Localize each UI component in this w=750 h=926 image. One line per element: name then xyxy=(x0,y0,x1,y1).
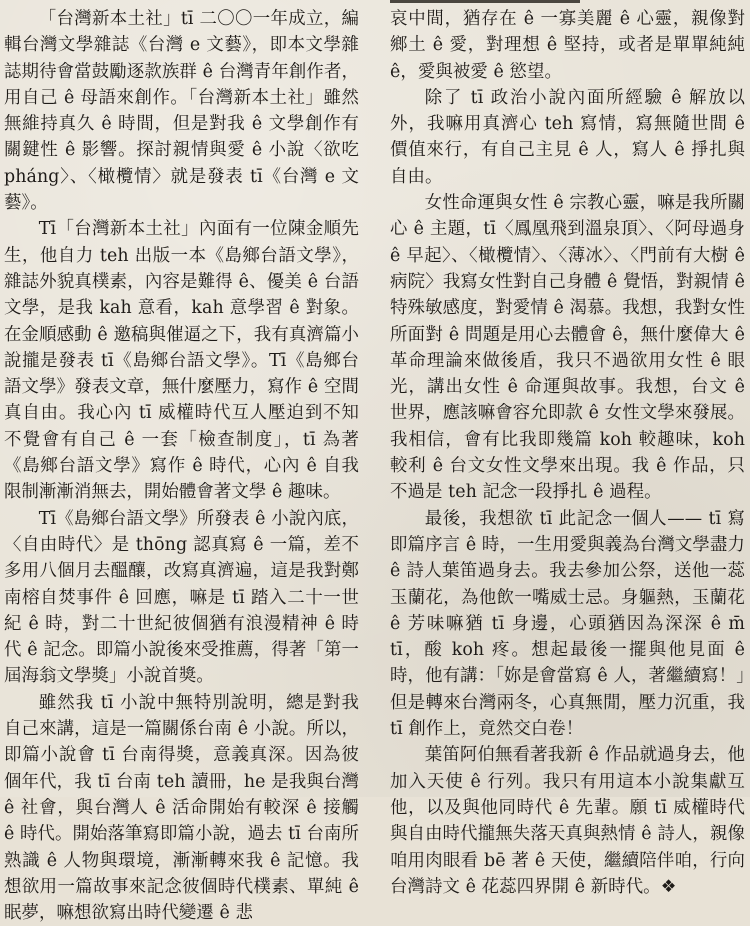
paragraph-writing-love: 除了 tī 政治小說內面所經驗 ê 解放以外，我嘛用真濟心 teh 寫情，寫無隨世間 ê 價值來行，有自己主見 ê 人，寫人 ê 掙扎與自由。 xyxy=(390,87,745,187)
dedication-text: 葉笛阿伯無看著我新 ê 作品就過身去，他加入天使 ê 行列。我只有用這本小說集獻互他，以及與他同時代 ê 先輩。願 tī 威權時代與自由時代攏無失落天真與熱情 ê 詩人，親像咱用肉眼看 bē 著 ê 天使，繼續陪伴咱，行向台灣詩文 ê 花蕊四界開 ê 新時代。 xyxy=(390,745,745,897)
paragraph-women-themes: 女性命運與女性 ê 宗教心靈，嘛是我所關心 ê 主題，tī〈鳳凰飛到溫泉頂〉、〈阿母過身 ê 早起〉、〈橄欖情〉、〈薄冰〉、〈門前有大樹 ê 病院〉我寫女性對自己身體 ê 覺悟，對親情 ê 特殊敏感度，對愛情 ê 渴慕。我想，我對女性所面對 ê 問題是用心去體會 ê，無什麼偉大 ê 革命理論來做後盾，我只不過欲用女性 ê 眼光，講出女性 ê 命運與故事。我想，台文 ê 世界，應該嘛會容允即款 ê 女性文學來發展。我相信，會有比我即幾篇 koh 較趣味，koh 較利 ê 台文女性文學來出現。我 ê 作品，只不過是 teh 記念一段掙扎 ê 過程。 xyxy=(390,193,745,503)
article-column-right xyxy=(390,6,745,900)
paragraph-continuation: 哀中間，猶存在 ê 一寡美麗 ê 心靈，親像對鄉土 ê 愛，對理想 ê 堅持，或者是單單純純 ê，愛與被愛 ê 慾望。 xyxy=(390,9,745,82)
top-rule-divider xyxy=(390,0,580,3)
paragraph-tainan-story: 雖然我 tī 小說中無特別說明，總是對我自己來講，這是一篇關係台南 ê 小說。所以，即篇小說會 tī 台南得獎，意義真深。因為彼個年代，我 tī 台南 teh 讀冊，he 是我與台灣 ê 社會，與台灣人 ê 活命開始有較深 ê 接觸 ê 時代。開始落筆寫即篇小說，過去 tī 台南所熟識 ê 人物與環境，漸漸轉來我 ê 記憶。我想欲用一篇故事來記念彼個時代樸素、單純 ê 眠夢，嘛想欲寫出時代變遷 ê 悲 xyxy=(4,692,359,924)
paragraph-new-nativist-society: 「台灣新本土社」tī 二〇〇一年成立，編輯台灣文學雜誌《台灣 e 文藝》，即本文學雜誌期待會當鼓勵逐款族群 ê 台灣青年創作者，用自己 ê 母語來創作。「台灣新本土社」雖然無維持真久 ê 時間，但是對我 ê 文學創作有關鍵性 ê 影響。探討親情與愛 ê 小說〈欲吃 pháng〉、〈橄欖情〉就是發表 tī《台灣 e 文藝》。 xyxy=(4,9,359,214)
end-mark-icon: ❖ xyxy=(660,876,677,897)
paragraph-freedom-era: Tī《島鄉台語文學》所發表 ê 小說內底，〈自由時代〉是 thōng 認真寫 ê 一篇，差不多用八個月去醞釀，改寫真濟遍，這是我對鄭南榕自焚事件 ê 回應，嘛是 tī 踏入二十一世紀 ê 時，對二十世紀彼個猶有浪漫精神 ê 時代 ê 記念。即篇小說後來受推薦，得著「第一屆海翁文學獎」小說首獎。 xyxy=(4,508,359,687)
paragraph-memorial-ye-di: 最後，我想欲 tī 此記念一個人—— tī 寫即篇序言 ê 時，一生用愛與義為台灣文學盡力 ê 詩人葉笛過身去。我去參加公祭，送他一蕊玉蘭花，為他飲一嘴威士忌。身軀熱，玉蘭花 ê 芳味嘛猶 tī 身邊，心頭猶因為深深 ê m̄ tī，酸 koh 疼。想起最後一擺與他見面 ê 時，他有講：「妳是會當寫 ê 人，著繼續寫！」但是轉來台灣兩冬，心真無閒，壓力沉重，我 tī 創作上，竟然交白卷！ xyxy=(390,508,745,740)
paragraph-island-taiwanese-literature: Tī「台灣新本土社」內面有一位陳金順先生，他自力 teh 出版一本《島鄉台語文學》，雜誌外貌真樸素，內容是難得 ê、優美 ê 台語文學，是我 kah 意看，kah 意學習 ê 對象。在金順感動 ê 邀稿與催逼之下，我有真濟篇小說攏是發表 tī《島鄉台語文學》。Tī《島鄉台語文學》發表文章，無什麼壓力，寫作 ê 空間真自由。我心內 tī 威權時代互人壓迫到不知不覺會有自己 ê 一套「檢查制度」，tī 為著《島鄉台語文學》寫作 ê 時代，心內 ê 自我限制漸漸消無去，開始體會著文學 ê 趣味。 xyxy=(4,219,359,503)
article-column-left xyxy=(4,6,359,926)
paragraph-dedication xyxy=(390,742,745,900)
